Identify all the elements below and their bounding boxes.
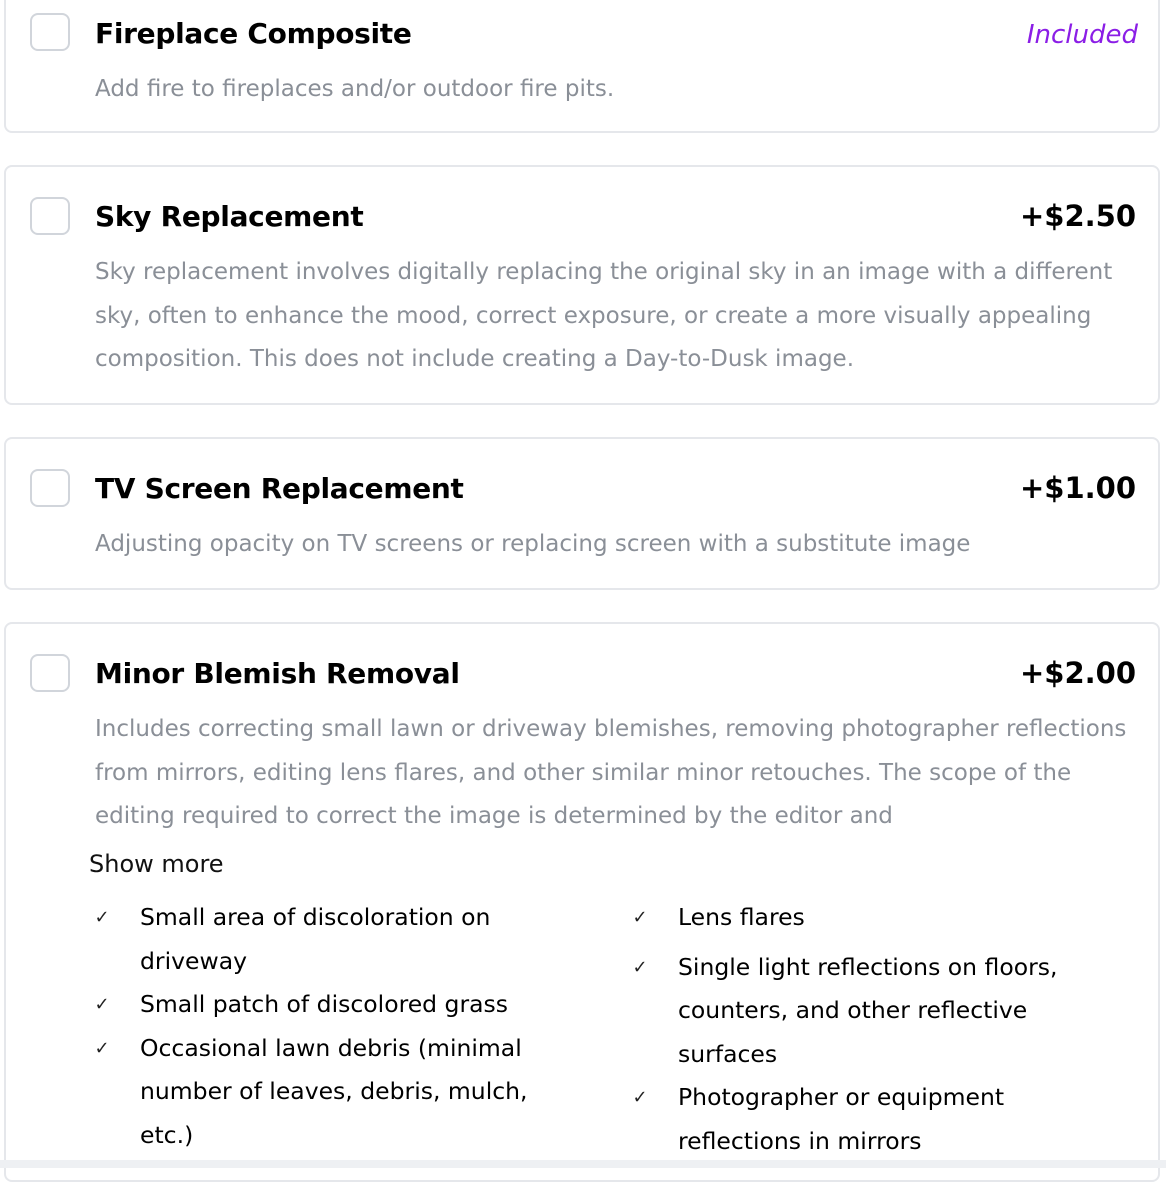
tv-screen-replacement-checkbox[interactable] [30,469,70,507]
minor-blemish-removal-checkbox[interactable] [30,654,70,692]
option-title: Minor Blemish Removal [95,657,460,690]
bottom-divider [0,1160,1166,1168]
option-price: +$1.00 [1019,471,1136,505]
feature-list-right [630,896,1110,1163]
list-item [630,1076,1110,1163]
check-icon: ✓ [632,1087,648,1108]
feature-text: Occasional lawn debris (minimal number of leaves, debris, mulch, etc.) [140,1033,528,1149]
feature-text: Photographer or equipment reflections in mirrors [678,1083,1005,1155]
list-item [92,896,562,983]
check-icon: ✓ [632,956,648,978]
option-title: TV Screen Replacement [95,472,464,505]
option-card-fireplace-composite[interactable] [4,0,1160,133]
feature-list-left [92,896,562,1157]
option-title: Fireplace Composite [95,17,412,50]
show-more-link[interactable]: Show more [89,850,224,878]
list-item [630,896,1110,940]
list-item [92,1027,562,1158]
list-item [92,983,562,1027]
list-item [630,946,1110,1077]
option-price: +$2.50 [1019,199,1136,233]
option-description: Adjusting opacity on TV screens or replacing screen with a substitute image [95,531,971,557]
included-badge: Included [1026,20,1138,50]
feature-text: Lens flares [678,903,805,931]
option-title: Sky Replacement [95,200,364,233]
option-card-tv-screen-replacement[interactable] [4,437,1160,590]
option-description: Add fire to fireplaces and/or outdoor fire pits. [95,76,615,102]
check-icon: ✓ [632,907,648,928]
fireplace-composite-checkbox[interactable] [30,13,70,51]
option-price: +$2.00 [1019,656,1136,690]
option-description: Sky replacement involves digitally replacing the original sky in an image with a different sky, often to enhance the mood, correct exposure, or create a more visually appealing composition. This does not include creating a Day-to-Dusk image. [95,259,1113,372]
option-card-sky-replacement[interactable] [4,165,1160,405]
sky-replacement-checkbox[interactable] [30,197,70,235]
feature-text: Small area of discoloration on driveway [140,903,491,975]
check-icon: ✓ [94,994,110,1015]
check-icon: ✓ [94,1037,110,1059]
check-icon: ✓ [94,907,110,928]
feature-text: Small patch of discolored grass [140,990,509,1018]
feature-text: Single light reflections on floors, counters, and other reflective surfaces [678,952,1058,1068]
option-description: Includes correcting small lawn or driveway blemishes, removing photographer reflections from mirrors, editing lens flares, and other similar minor retouches. The scope of the editing required to correct the image is determined by the editor and [95,716,1127,829]
